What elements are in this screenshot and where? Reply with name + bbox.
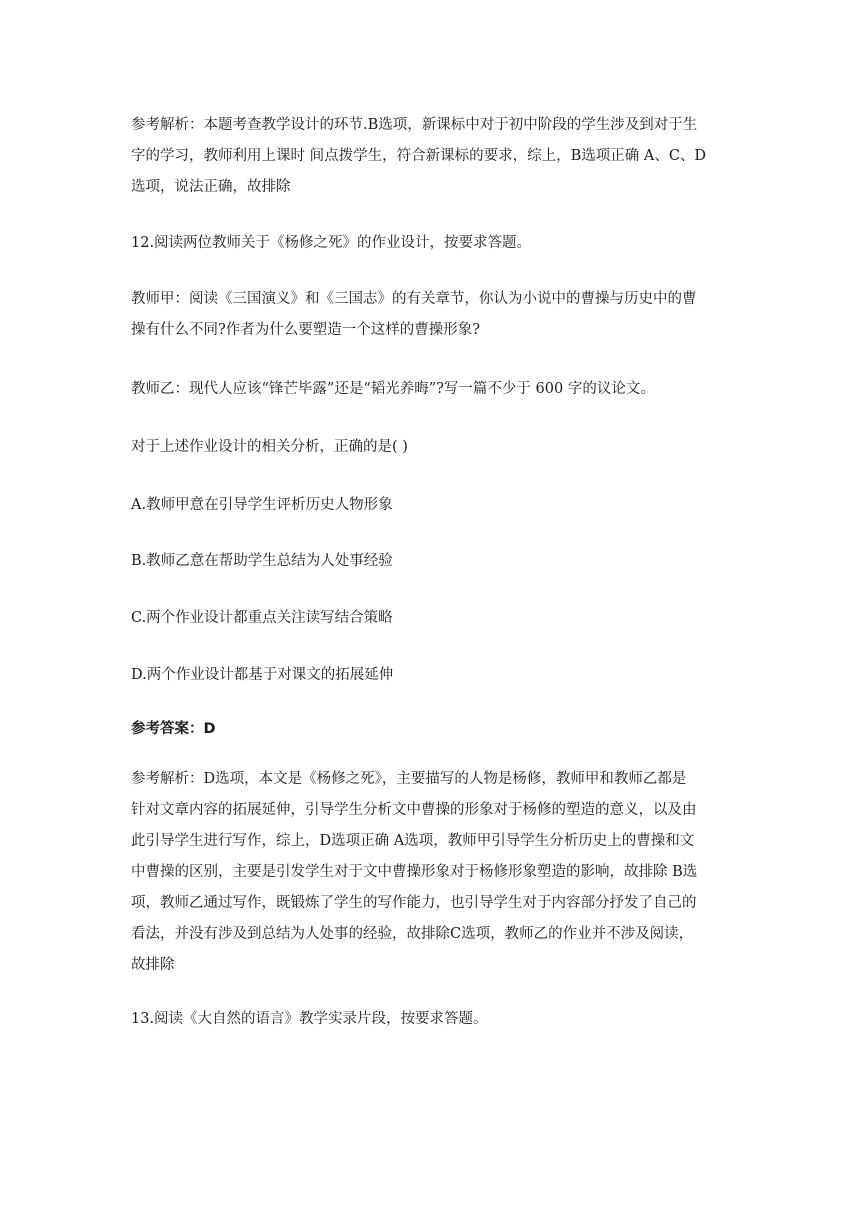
analysis-paragraph-q11 bbox=[131, 110, 737, 203]
analysis-line: 中曹操的区别，主要是引发学生对于文中曹操形象对于杨修形象塑造的影响，故排除 B选 bbox=[131, 864, 698, 880]
option-a: A.教师甲意在引导学生评析历史人物形象 bbox=[131, 497, 393, 513]
option-d: D.两个作业设计都基于对课文的拓展延伸 bbox=[131, 667, 394, 683]
analysis-line: 针对文章内容的拓展延伸，引导学生分析文中曹操的形象对于杨修的塑造的意义，以及由 bbox=[131, 802, 697, 818]
teacher-b-assignment: 教师乙：现代人应该“锋芒毕露”还是“韬光养晦”?写一篇不少于 600 字的议论文。 bbox=[131, 381, 655, 397]
analysis-line: 选项，说法正确，故排除 bbox=[131, 179, 291, 195]
option-c: C.两个作业设计都重点关注读写结合策略 bbox=[131, 610, 393, 626]
analysis-line: 项，教师乙通过写作，既锻炼了学生的写作能力，也引导学生对于内容部分抒发了自己的 bbox=[131, 895, 697, 911]
analysis-line: 参考解析：D选项，本文是《杨修之死》，主要描写的人物是杨修，教师甲和教师乙都是 bbox=[131, 771, 687, 787]
analysis-line: 参考解析：本题考查教学设计的环节.B选项，新课标中对于初中阶段的学生涉及到对于生 bbox=[131, 117, 698, 133]
analysis-line: 故排除 bbox=[131, 957, 175, 973]
analysis-line: 字的学习，教师利用上课时 间点拨学生，符合新课标的要求，综上，B选项正确 A、C、D bbox=[131, 148, 707, 164]
question-prompt: 对于上述作业设计的相关分析，正确的是( ) bbox=[131, 439, 408, 455]
question-13-stem: 13.阅读《大自然的语言》教学实录片段，按要求答题。 bbox=[131, 1011, 488, 1027]
analysis-paragraph-q12 bbox=[131, 764, 737, 981]
teacher-a-assignment: 教师甲：阅读《三国演义》和《三国志》的有关章节，你认为小说中的曹操与历史中的曹 操有什么不同?作者为什么要塑造一个这样的曹操形象? bbox=[131, 291, 697, 338]
option-b: B.教师乙意在帮助学生总结为人处事经验 bbox=[131, 553, 393, 569]
analysis-line: 此引导学生进行写作，综上，D选项正确 A选项，教师甲引导学生分析历史上的曹操和文 bbox=[131, 833, 695, 849]
question-12-stem: 12.阅读两位教师关于《杨修之死》的作业设计，按要求答题。 bbox=[131, 235, 532, 251]
reference-answer: 参考答案：D bbox=[131, 721, 216, 737]
analysis-line: 看法，并没有涉及到总结为人处事的经验，故排除C选项，教师乙的作业并不涉及阅读， bbox=[131, 926, 694, 942]
